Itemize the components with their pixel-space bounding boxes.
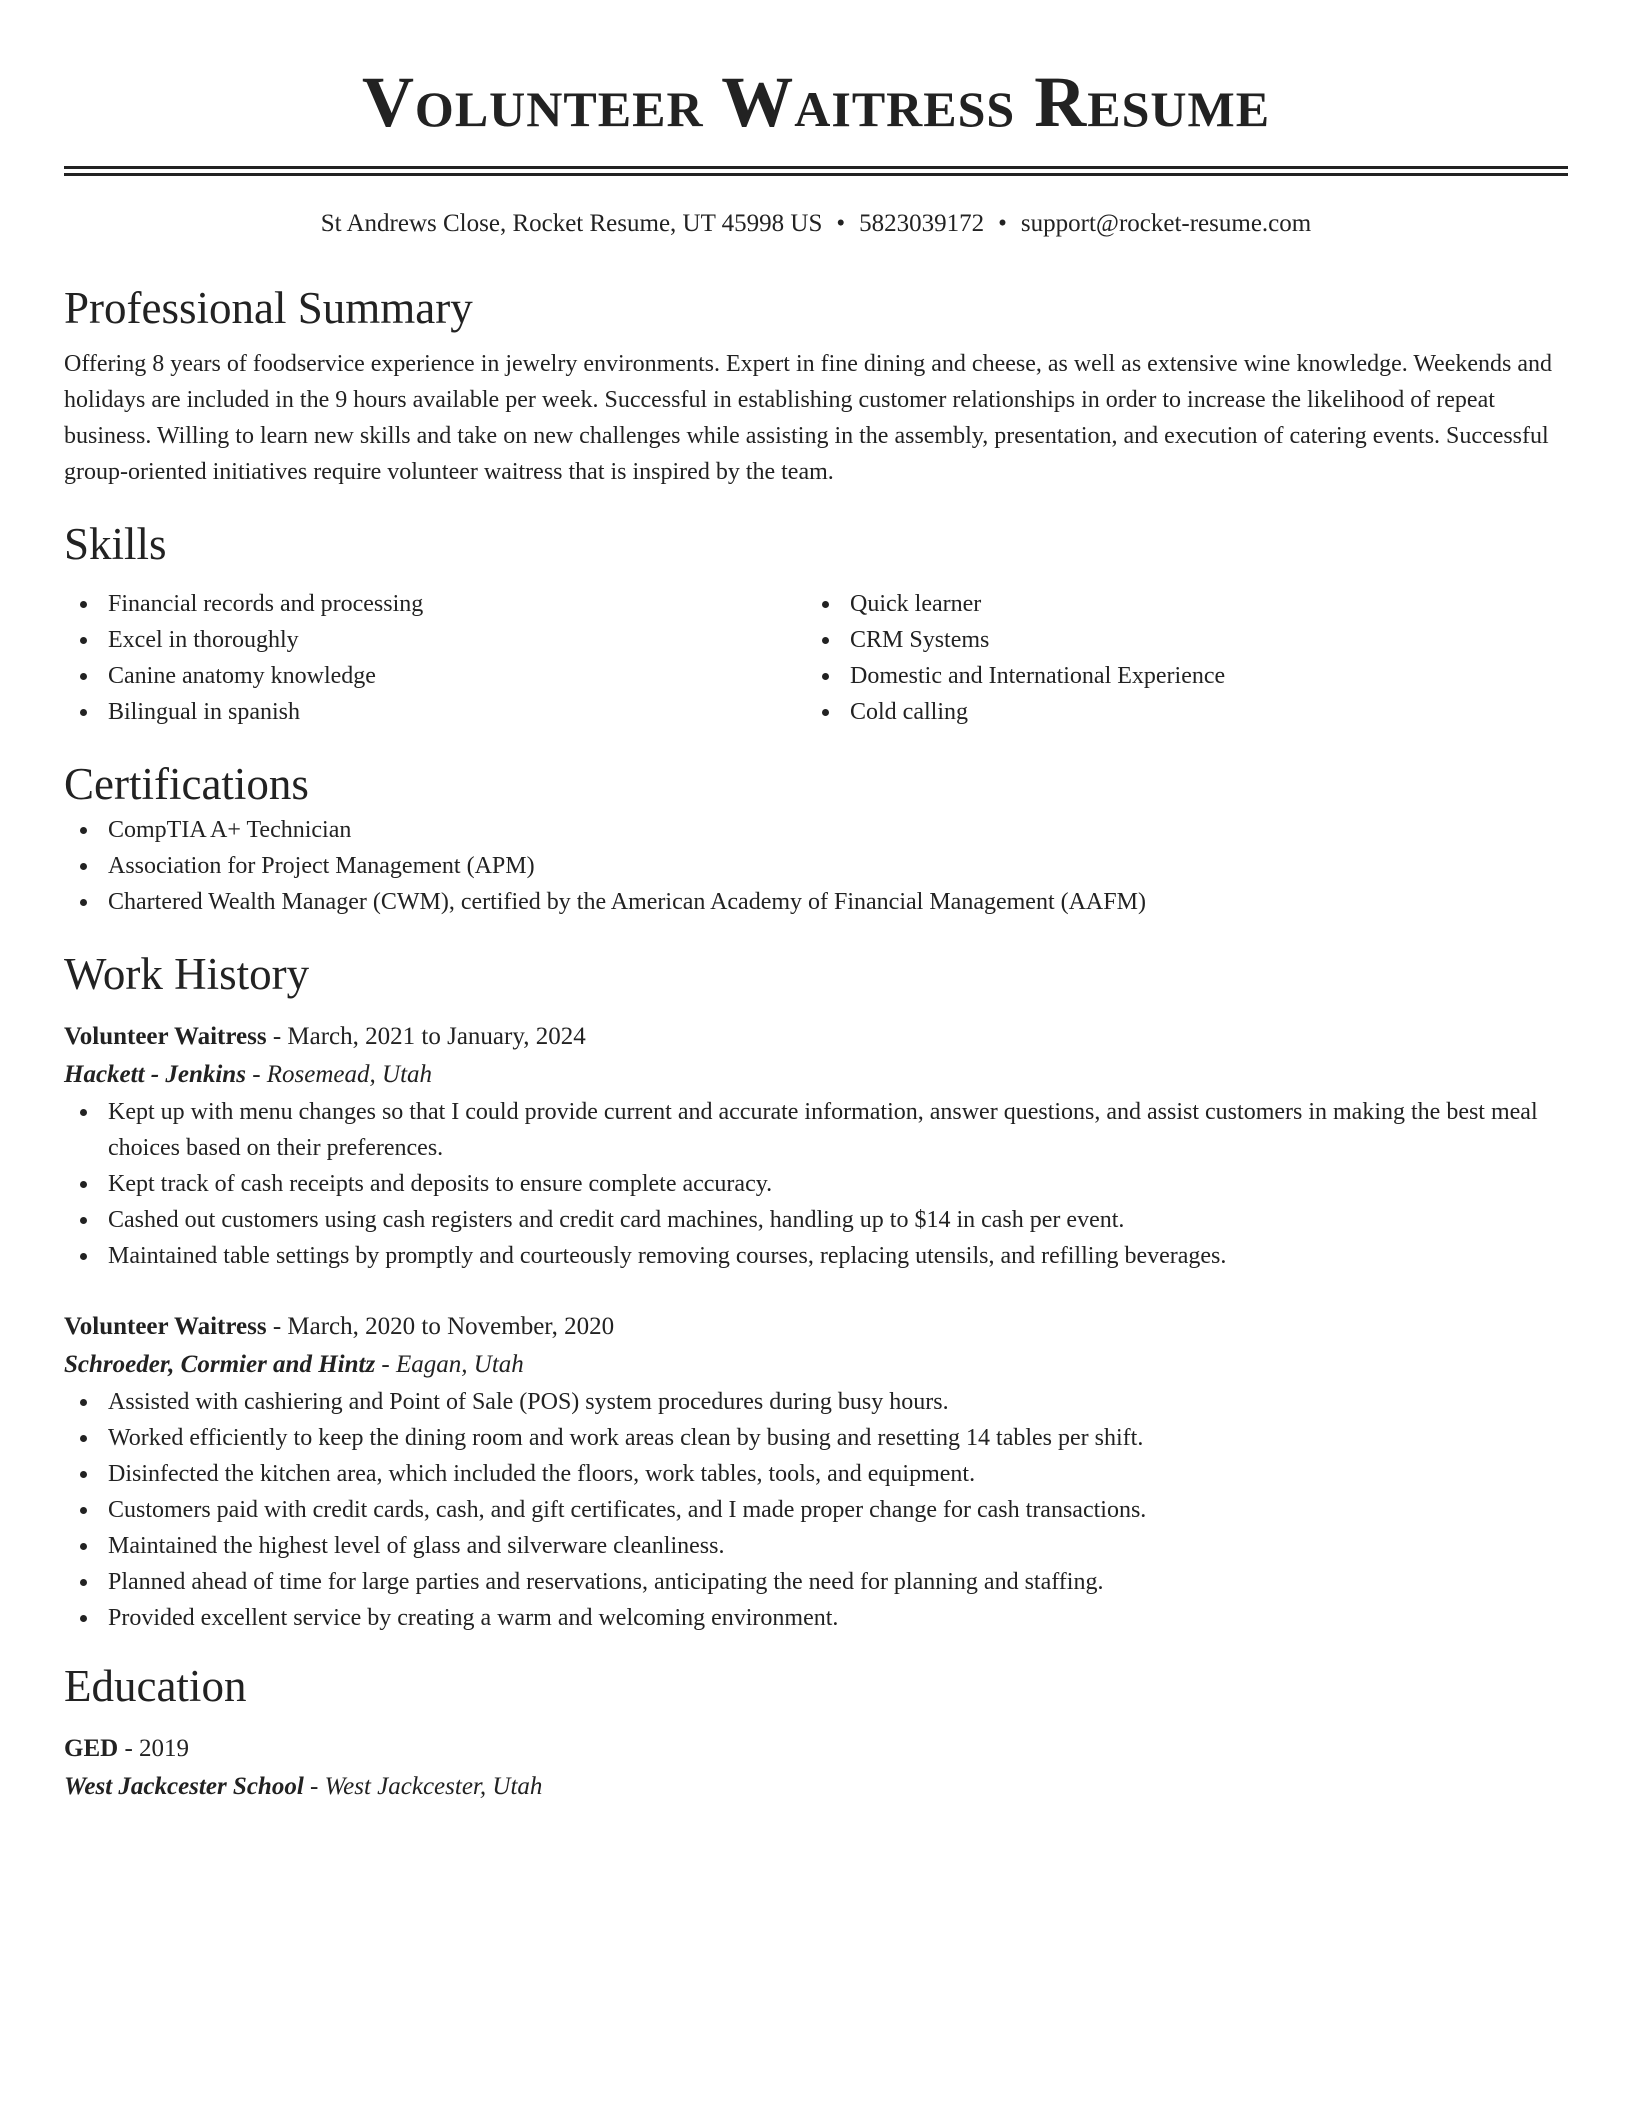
skills-column-left (64, 586, 806, 730)
education-location: - West Jackcester, Utah (303, 1773, 543, 1800)
job-duty-item: Assisted with cashiering and Point of Sale (POS) system procedures during busy hours. (64, 1384, 1568, 1420)
job-duty-item: Customers paid with credit cards, cash, and gift certificates, and I made proper change for cash transactions. (64, 1492, 1568, 1528)
job-duty-item: Maintained the highest level of glass and silverware cleanliness. (64, 1528, 1568, 1564)
job-duty-item: Worked efficiently to keep the dining room and work areas clean by busing and resetting 14 tables per shift. (64, 1420, 1568, 1456)
skills-list-left (64, 586, 806, 730)
job-employer-line (64, 1056, 1568, 1094)
skill-item: Quick learner (806, 586, 1548, 622)
job-dates: - March, 2020 to November, 2020 (266, 1313, 615, 1340)
job-duty-item: Disinfected the kitchen area, which included the floors, work tables, tools, and equipment. (64, 1456, 1568, 1492)
skill-item: Domestic and International Experience (806, 658, 1548, 694)
education-school: West Jackcester School (64, 1773, 304, 1800)
resume-title: Volunteer Waitress Resume (361, 62, 1271, 142)
job-duty-item: Provided excellent service by creating a warm and welcoming environment. (64, 1600, 1568, 1636)
certification-item: Chartered Wealth Manager (CWM), certified by the American Academy of Financial Management (AAFM) (64, 884, 1568, 920)
contact-address: St Andrews Close, Rocket Resume, UT 45998 US (320, 210, 823, 237)
summary-text: Offering 8 years of foodservice experience in jewelry environments. Expert in fine dining and cheese, as well as extensive wine knowledge. Weekends and holidays are included in the 9 hours available per week. Successful in establishing customer relationships in order to increase the likelihood of repeat business. Willing to learn new skills and take on new challenges while assisting in the assembly, presentation, and execution of catering events. Successful group-oriented initiatives require volunteer waitress that is inspired by the team. (64, 351, 1552, 485)
job-employer: Hackett - Jenkins (64, 1061, 246, 1088)
job-dates: - March, 2021 to January, 2024 (266, 1023, 586, 1050)
contact-phone: 5823039172 (859, 210, 985, 237)
skills-heading: Skills (64, 519, 167, 569)
skill-item: Canine anatomy knowledge (64, 658, 806, 694)
job-duty-item: Kept up with menu changes so that I could provide current and accurate information, answer questions, and assist customers in making the best meal choices based on their preferences. (64, 1094, 1568, 1166)
education-year: - 2019 (118, 1735, 190, 1762)
certification-item: CompTIA A+ Technician (64, 812, 1568, 848)
certifications-heading: Certifications (64, 759, 309, 809)
contact-separator: • (836, 210, 846, 237)
contact-line (64, 208, 1568, 240)
title-divider (64, 166, 1568, 176)
job-location: - Rosemead, Utah (245, 1061, 433, 1088)
job-duties-list (64, 1094, 1568, 1274)
job-employer-line (64, 1346, 1568, 1384)
skills-grid (64, 586, 1568, 730)
job-entry (64, 1308, 1568, 1636)
job-employer: Schroeder, Cormier and Hintz (64, 1351, 376, 1378)
job-duties-list (64, 1384, 1568, 1636)
skill-item: Bilingual in spanish (64, 694, 806, 730)
job-duty-item: Kept track of cash receipts and deposits to ensure complete accuracy. (64, 1166, 1568, 1202)
summary-heading: Professional Summary (64, 283, 473, 333)
job-duty-item: Cashed out customers using cash registers and credit card machines, handling up to $14 in cash per event. (64, 1202, 1568, 1238)
skill-item: CRM Systems (806, 622, 1548, 658)
skill-item: Excel in thoroughly (64, 622, 806, 658)
skill-item: Financial records and processing (64, 586, 806, 622)
education-degree-line (64, 1730, 1568, 1768)
job-location: - Eagan, Utah (375, 1351, 524, 1378)
certifications-list (64, 812, 1568, 920)
education-school-line (64, 1768, 1568, 1806)
education-heading: Education (64, 1661, 247, 1711)
contact-email: support@rocket-resume.com (1020, 210, 1312, 237)
job-title: Volunteer Waitress (64, 1313, 267, 1340)
skills-list-right (806, 586, 1548, 730)
job-header (64, 1308, 1568, 1346)
job-entry (64, 1018, 1568, 1274)
job-title: Volunteer Waitress (64, 1023, 267, 1050)
work-history-heading: Work History (64, 949, 310, 999)
certification-item: Association for Project Management (APM) (64, 848, 1568, 884)
contact-separator: • (998, 210, 1007, 237)
education-degree: GED (64, 1735, 119, 1762)
job-duty-item: Maintained table settings by promptly and courteously removing courses, replacing utensils, and refilling beverages. (64, 1238, 1568, 1274)
job-header (64, 1018, 1568, 1056)
skill-item: Cold calling (806, 694, 1548, 730)
skills-column-right (806, 586, 1548, 730)
job-duty-item: Planned ahead of time for large parties and reservations, anticipating the need for planning and staffing. (64, 1564, 1568, 1600)
